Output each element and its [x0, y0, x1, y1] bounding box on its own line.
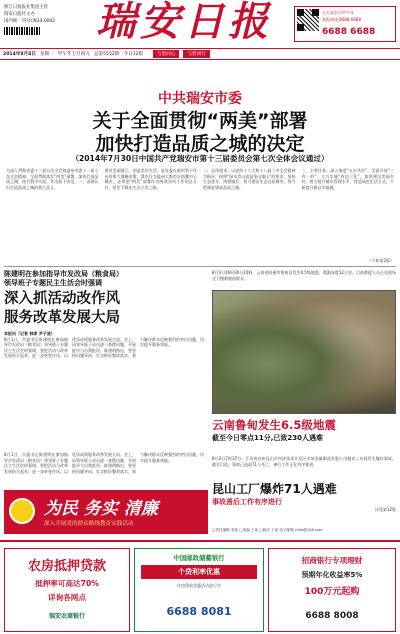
story-kicker: 陈建明在参加指导市发改局（粮食局） — [4, 270, 123, 278]
ad-strip — [0, 540, 400, 634]
body-column: 三、主要任务。深入推进“五水共治”，全面开展“三改一拆”，大力实施“四边三化”，加快建设美丽乡村，着力提升城市管理水平，营造绿色生活方式，不断提升群众幸福感。 — [301, 168, 394, 190]
byline: 本报讯（记者 林孝 尹子凌） — [4, 331, 55, 336]
divider — [4, 266, 396, 267]
lead-kicker: 中共瑞安市委 — [158, 91, 242, 107]
banner-subtitle: 深入开展党的群众路线教育实践活动 — [44, 521, 134, 527]
earthquake-photo — [212, 290, 396, 414]
photo-caption: 8月3日16时30分10秒，云南省昭通市鲁甸县发生6.5级地震，震源深度12公里。目前救援人员正在现场全力搜救被困群众。 — [212, 270, 396, 281]
weekday: 星期一 — [39, 52, 54, 57]
story-kicker: 领导班子专题民主生活会时强调 — [4, 279, 102, 287]
story-body: 8月1日，市委书记陈建明在参加指导市发改局（粮食局）领导班子专题民主生活会时强调，要把活动与改革发展结合起来，进一步转变作风，以优异成绩服务改革发展大局。会上，局领导班子成员逐一查摆问题，开展批评与自我批评。陈建明指出，要坚持问题导向，扎实抓好整改落实，着力解决群众反映强烈的突出问题，切实提升服务效能。 — [4, 336, 204, 359]
banner-slogan: 为民 务实 清廉 — [44, 499, 158, 519]
ad-merchants-bank — [268, 548, 396, 632]
brief-subhead: 事故善后工作有序进行 — [212, 498, 282, 506]
slogan-line: 本报热线 6688 6688 — [322, 17, 361, 22]
ad-title: 招商银行专项理财 — [301, 556, 363, 565]
photo-story — [212, 270, 396, 450]
editors-line: □责任编辑 李某 □美编 王某 □版式 王某 电子邮箱 ruirb@126.com — [212, 528, 323, 532]
ad-bank: 中国邮政储蓄银行 — [173, 554, 225, 562]
brief-jump: 详见第12版 — [374, 507, 396, 512]
party-emblem-icon — [9, 498, 35, 524]
lead-body — [6, 168, 394, 258]
ad-bank: 瑞安农商银行 — [48, 613, 85, 620]
ad-line: 个贷利率优惠 — [141, 565, 257, 579]
ad-hotline: 6688 8008 — [305, 611, 359, 621]
ad-hotline: 6688 6688 — [322, 27, 376, 37]
ad-title: 农房抵押贷款 — [27, 559, 106, 574]
ad-farm-loan — [4, 548, 130, 632]
masthead-ad-box — [294, 6, 396, 42]
body-column: 为深入贯彻省委十三届五次全会和温州市委十一届七次全会精神，全面贯彻落实“两美”部署，加快打造品质之城，结合我市实际，作出如下决定。一、深刻认识打造品质之城的重大意义。 — [6, 168, 99, 190]
ad-sub: 详询各网点 — [48, 593, 86, 602]
jump-line: （下转第2版） — [367, 258, 394, 263]
brief-headline: 昆山工厂爆炸71人遇难 — [212, 482, 337, 496]
story-headline: 深入抓活动改作风 — [4, 291, 120, 307]
photo-subhead: 截至今日零点11分,已致230人遇难 — [212, 434, 324, 442]
campaign-banner — [4, 490, 208, 534]
dateline-bar — [0, 48, 400, 60]
story-headline: 服务改革发展大局 — [4, 310, 120, 326]
body-column: 二、总体要求。以党的十八大和十八届三中全会精神为指导，按照“绿水青山就是金山银山”的要求，坚持生态优先、统筹城乡，着力建设生态宜居城市，努力把瑞安建成品质之城。 — [203, 168, 296, 190]
story-body-continued: 8月1日，市委书记陈建明在参加指导市发改局（粮食局）领导班子专题民主生活会时强调，要把活动与改革发展结合起来，进一步转变作风，以优异成绩服务改革发展大局。会上，局领导班子成员逐一查摆问题，开展批评与自我批评。陈建明指出，要坚持问题导向，扎实抓好整改落实，着力解决群众反映强烈的突出问题，切实提升服务效能。 — [4, 452, 204, 474]
masthead-logo: 瑞安日报 — [96, 0, 272, 45]
ad-line: 抵押率可高达70% — [35, 579, 99, 588]
issue-number: 总第5552期 — [93, 52, 120, 57]
lead-headline: 关于全面贯彻“两美”部署 — [92, 110, 308, 132]
sponsor-line: 浙江日报报业集团主管 — [4, 5, 48, 10]
date: 2014年8月4日 — [3, 52, 36, 57]
lead-headline: 加快打造品质之城的决定 — [95, 133, 305, 155]
story-left — [4, 270, 204, 450]
qr-code-icon — [297, 9, 319, 31]
lunar-date: 甲午年七月初九 — [57, 52, 90, 57]
sponsor-line: 国内统一刊号CN33-0002 — [4, 19, 56, 24]
page-count: 今日12版 — [123, 52, 144, 57]
ad-line: 住房贷款优惠活动进行中 — [177, 583, 221, 588]
nav-tab: 与您同心 — [153, 50, 179, 58]
body-column: 建设美丽浙江、创造美好生活，是省委在新形势下作出的重大战略决策。我市作为温州大都市区南翼中心城市，必须把“两美”部署作为统领各项工作的总方针，坚定不移走生态立市之路。 — [104, 168, 197, 190]
slogan-line: 今天是农历甲午年 — [322, 10, 354, 15]
photo-headline: 云南鲁甸发生6.5级地震 — [212, 418, 336, 432]
nav-tab: 与您同行 — [183, 50, 209, 58]
sponsor-line: 瑞安日报社主办 — [4, 12, 35, 17]
lead-subhead: （2014年7月30日中国共产党瑞安市第十三届委员会第七次全体会议通过） — [71, 154, 329, 163]
sponsor-lines — [4, 4, 74, 35]
masthead — [0, 0, 400, 48]
ad-postal-bank — [134, 548, 264, 632]
ad-amount: 100万元起购 — [304, 587, 360, 597]
ad-hotline: 6688 8081 — [166, 604, 232, 618]
ad-sub: 预期年化收益率5% — [301, 571, 363, 579]
barcode-icon — [4, 27, 40, 35]
brief-body: 8月2日7时37分，江苏省苏州昆山市经济技术开发区中荣金属制品有限公司抛光二车间发生爆炸事故。截至目前，事故已造成71人死亡，善后工作正在有序推进。 — [212, 456, 396, 467]
lead-story — [0, 66, 400, 266]
brief-story — [212, 456, 396, 526]
